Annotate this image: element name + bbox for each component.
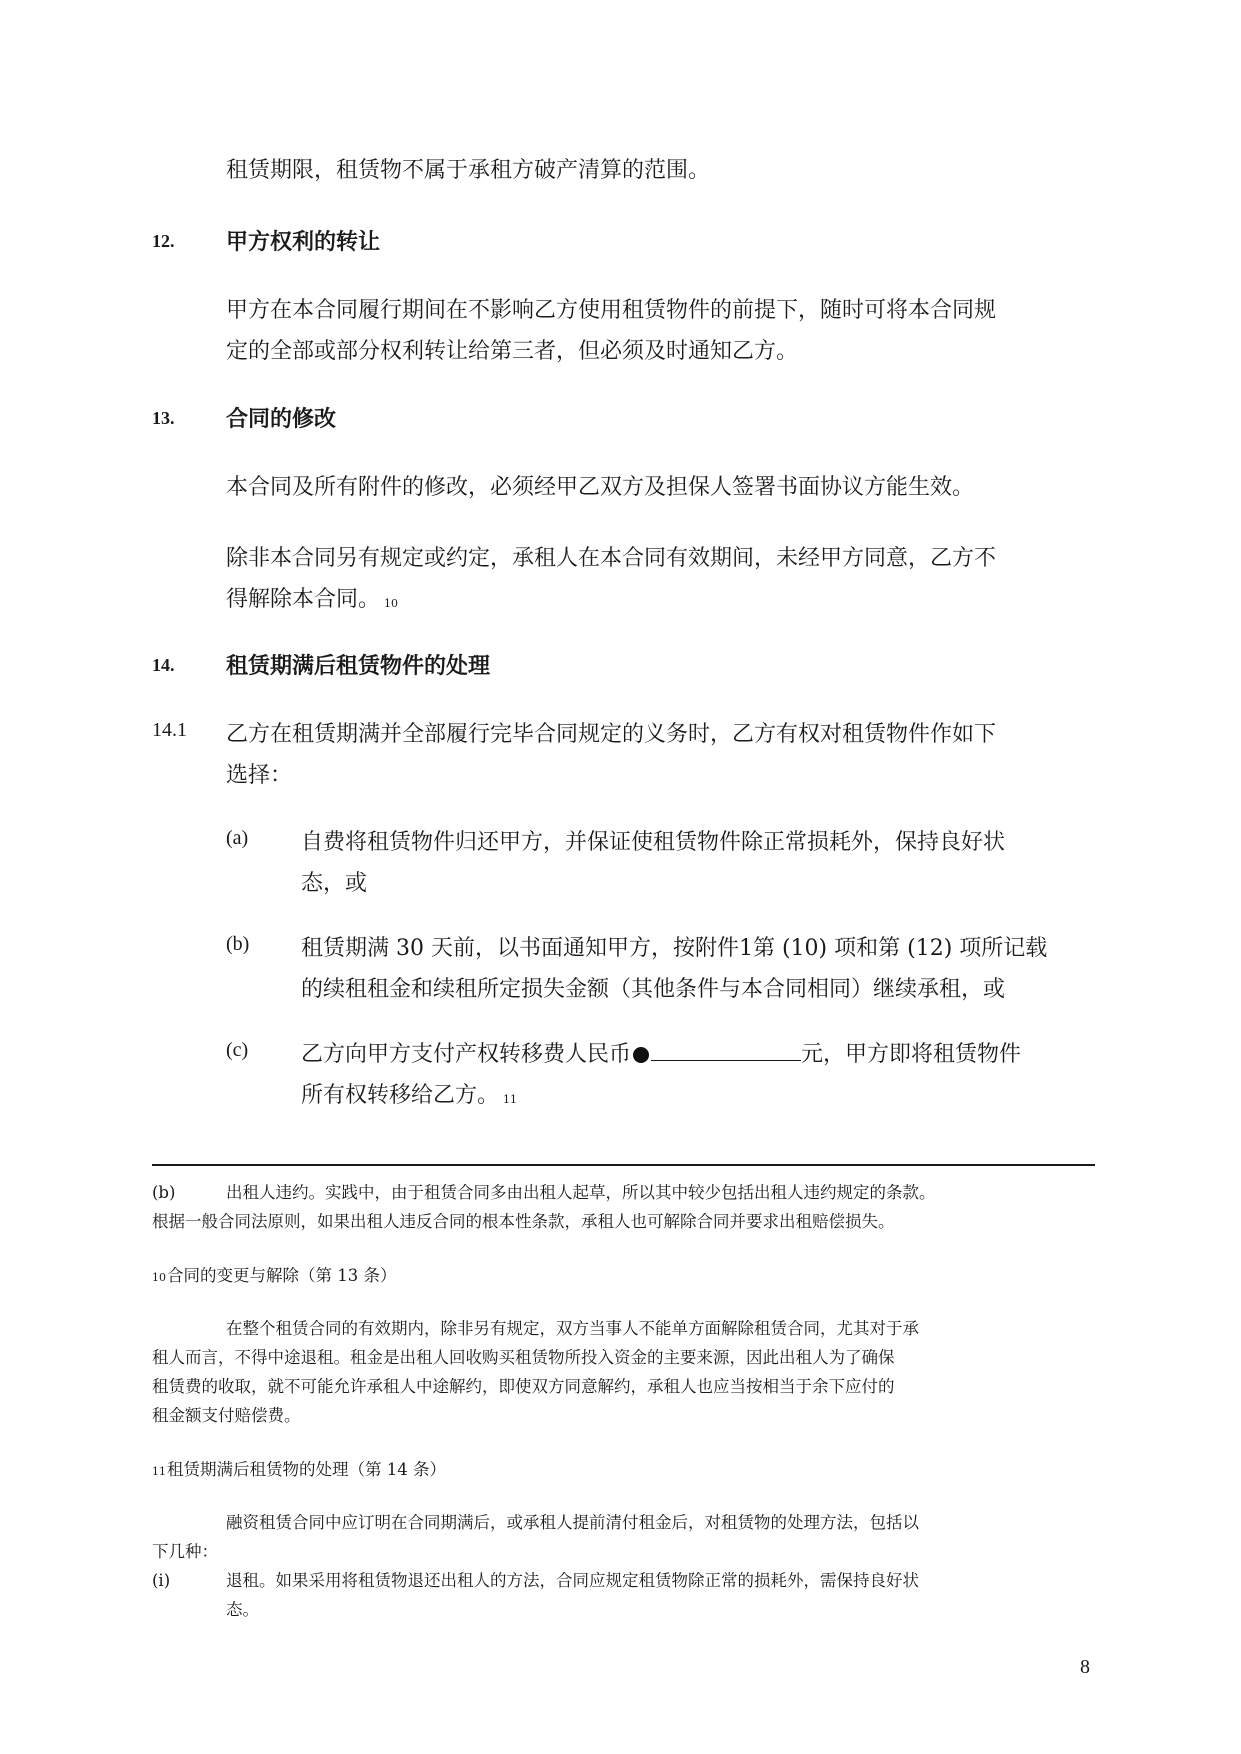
footnote-i-line-1: 退租。如果采用将租赁物退还出租人的方法，合同应规定租赁物除正常的损耗外，需保持良好状 — [226, 1571, 919, 1590]
footnote-10-title: 合同的变更与解除（第 13 条） — [167, 1266, 397, 1285]
footnote-11-line-1: 融资租赁合同中应订明在合同期满后，或承租人提前清付租金后，对租赁物的处理方法，包括以 — [226, 1513, 919, 1532]
item-b-label: (b) — [226, 933, 250, 955]
page-number: 8 — [1080, 1656, 1090, 1678]
footnote-ref-11[interactable]: 11 — [503, 1093, 518, 1106]
footnote-ref-10[interactable]: 10 — [384, 597, 399, 610]
footnote-b-label: (b) — [152, 1183, 176, 1202]
section-12-number: 12. — [152, 231, 175, 251]
clause-14-1-line-1: 乙方在租赁期满并全部履行完毕合同规定的义务时，乙方有权对租赁物件作如下 — [226, 722, 997, 747]
section-12-line-2: 定的全部或部分权利转让给第三者，但必须及时通知乙方。 — [226, 339, 799, 364]
section-13-paragraph-2-line-1: 除非本合同另有规定或约定，承租人在本合同有效期间，未经甲方同意，乙方不 — [226, 546, 997, 571]
filled-circle-icon — [633, 1047, 649, 1063]
item-c-text-post: 元，甲方即将租赁物件 — [801, 1042, 1022, 1067]
amount-blank — [651, 1040, 801, 1061]
item-a-line-1: 自费将租赁物件归还甲方，并保证使租赁物件除正常损耗外，保持良好状 — [301, 830, 1006, 855]
section-13-paragraph-1: 本合同及所有附件的修改，必须经甲乙双方及担保人签署书面协议方能生效。 — [226, 475, 975, 500]
item-c-line-2 — [301, 1075, 517, 1116]
footnote-i-label: (i) — [152, 1571, 171, 1590]
item-c-line-2-text: 所有权转移给乙方。 — [301, 1083, 500, 1108]
footnote-10-number: 10 — [152, 1271, 166, 1284]
section-13-paragraph-2-line-2 — [226, 579, 398, 620]
section-14-title: 租赁期满后租赁物件的处理 — [226, 654, 491, 679]
section-12-line-1: 甲方在本合同履行期间在不影响乙方使用租赁物件的前提下，随时可将本合同规 — [226, 298, 997, 323]
clause-14-1-line-2: 选择： — [226, 763, 293, 788]
footnote-i-line-2: 态。 — [226, 1600, 259, 1619]
section-13-number: 13. — [152, 408, 175, 428]
footnote-separator — [152, 1164, 1095, 1166]
item-b-line-1: 租赁期满 30 天前，以书面通知甲方，按附件1第 (10) 项和第 (12) 项所记载 — [301, 936, 1048, 961]
item-c-line-1 — [301, 1034, 1021, 1075]
item-b-line-2: 的续租租金和续租所定损失金额（其他条件与本合同相同）继续承租，或 — [301, 977, 1006, 1002]
footnote-10-line-4: 租金额支付赔偿费。 — [152, 1406, 301, 1425]
section-13-paragraph-2-text: 得解除本合同。 — [226, 587, 381, 612]
item-c-label: (c) — [226, 1039, 249, 1061]
item-c-text-pre: 乙方向甲方支付产权转移费人民币 — [301, 1042, 632, 1067]
item-a-label: (a) — [226, 827, 249, 849]
footnote-11-heading — [152, 1455, 446, 1484]
footnote-11-title: 租赁期满后租赁物的处理（第 14 条） — [167, 1460, 446, 1479]
section-14-number: 14. — [152, 655, 175, 675]
footnote-10-line-1: 在整个租赁合同的有效期内，除非另有规定，双方当事人不能单方面解除租赁合同，尤其对于承 — [226, 1319, 919, 1338]
footnote-b-line-2: 根据一般合同法原则，如果出租人违反合同的根本性条款，承租人也可解除合同并要求出租赔偿损失。 — [152, 1212, 895, 1231]
footnote-b-line-1: 出租人违约。实践中，由于租赁合同多由出租人起草，所以其中较少包括出租人违约规定的条款。 — [226, 1183, 936, 1202]
item-a-line-2: 态，或 — [301, 871, 368, 896]
footnote-10-heading — [152, 1261, 397, 1290]
paragraph-continuation: 租赁期限，租赁物不属于承租方破产清算的范围。 — [226, 158, 711, 183]
footnote-10-line-3: 租赁费的收取，就不可能允许承租人中途解约，即使双方同意解约，承租人也应当按相当于余下应付的 — [152, 1377, 895, 1396]
section-12-title: 甲方权利的转让 — [226, 230, 381, 255]
clause-14-1-number: 14.1 — [152, 719, 187, 741]
section-13-title: 合同的修改 — [226, 407, 337, 432]
footnote-10-line-2: 租人而言，不得中途退租。租金是出租人回收购买租赁物所投入资金的主要来源，因此出租人为了确保 — [152, 1348, 895, 1367]
footnote-11-line-2: 下几种： — [152, 1542, 218, 1561]
footnote-11-number: 11 — [152, 1465, 166, 1478]
